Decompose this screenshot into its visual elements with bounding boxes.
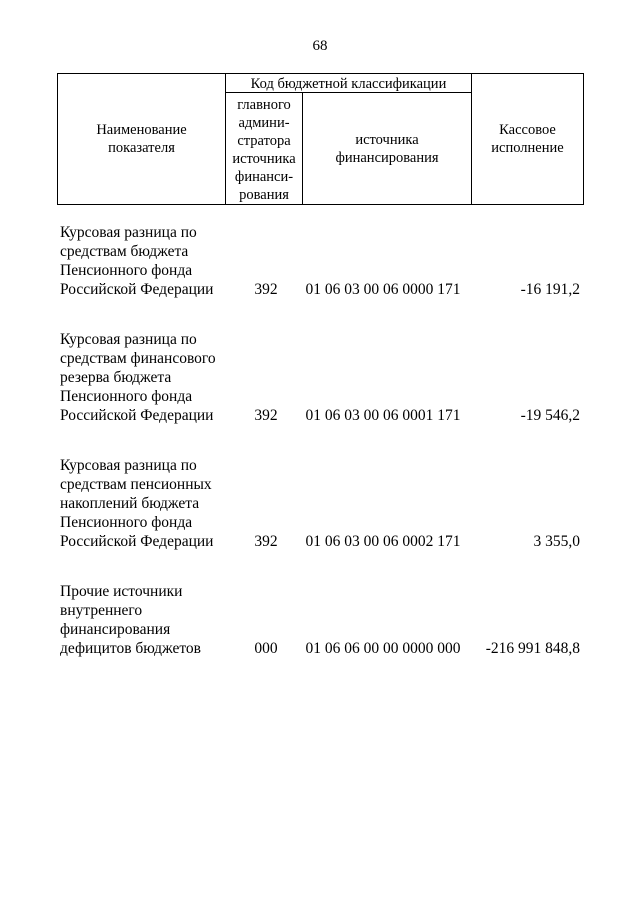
header-financing-source <box>302 92 472 205</box>
row-admin-code: 392 <box>254 533 278 550</box>
row-indicator-name: Курсовая разница по средствам пенсионных накоплений бюджета Пенсионного фонда Российской Федерации <box>60 457 214 550</box>
row-admin-code: 392 <box>254 407 278 424</box>
row-indicator-name: Курсовая разница по средствам бюджета Пенсионного фонда Российской Федерации <box>60 224 214 298</box>
row-source-code: 01 06 03 00 06 0000 171 <box>305 281 461 298</box>
table-body <box>60 223 590 689</box>
table-row <box>60 582 590 658</box>
header-main-administrator <box>225 92 303 205</box>
row-cash-amount: 3 355,0 <box>533 533 580 550</box>
table-row <box>60 330 590 425</box>
row-source-code: 01 06 03 00 06 0002 171 <box>305 533 461 550</box>
row-cash-amount: -16 191,2 <box>520 281 580 298</box>
page-number: 68 <box>312 38 328 54</box>
row-admin-code: 392 <box>254 281 278 298</box>
row-cash-amount: -19 546,2 <box>520 407 580 424</box>
row-source-code: 01 06 06 00 00 0000 000 <box>305 640 461 657</box>
header-budget-code-group-label: Код бюджетной классификации <box>250 75 447 92</box>
row-indicator-name: Прочие источники внутреннего финансирования дефицитов бюджетов <box>60 583 201 657</box>
row-source-code: 01 06 03 00 06 0001 171 <box>305 407 461 424</box>
header-cash-execution-label: Кассовое исполнение <box>491 122 564 156</box>
header-financing-source-label: источника финансирования <box>335 131 439 166</box>
header-main-administrator-label: главного админи-стратора источника финанси-рования <box>232 96 296 203</box>
header-indicator-name-label: Наименование показателя <box>96 122 187 156</box>
header-budget-code-group <box>225 73 472 93</box>
row-cash-amount: -216 991 848,8 <box>485 640 580 657</box>
row-admin-code: 000 <box>254 640 278 657</box>
table-row <box>60 223 590 299</box>
header-indicator-name <box>57 73 226 205</box>
header-cash-execution <box>471 73 584 205</box>
table-row <box>60 456 590 551</box>
row-indicator-name: Курсовая разница по средствам финансового резерва бюджета Пенсионного фонда Российской Федерации <box>60 331 216 424</box>
